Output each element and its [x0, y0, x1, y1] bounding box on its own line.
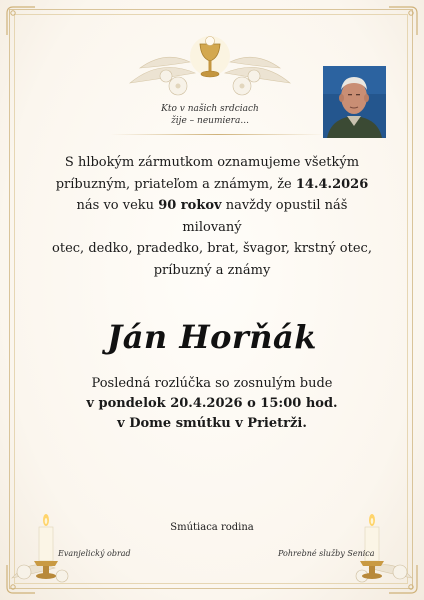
- mourners-signature: Smútiaca rodina: [170, 522, 254, 533]
- candle-icon: [352, 512, 392, 582]
- announcement-line-2: [40, 174, 384, 196]
- announcement-text: [40, 152, 384, 281]
- announcement-line-3: [40, 195, 384, 217]
- farewell-line-1: Posledná rozlúčka so zosnulým bude: [91, 376, 333, 391]
- relations-line-2: príbuzný a známy: [153, 262, 271, 278]
- gold-divider: [110, 134, 325, 135]
- motto-line-2: žije – neumiera...: [171, 116, 249, 126]
- corner-ornament-icon: [385, 5, 419, 39]
- candle-icon: [26, 512, 66, 582]
- deceased-name: Ján Horňák: [107, 318, 317, 356]
- announcement-line-4: milovaný: [182, 219, 242, 235]
- announcement-line-2-text: príbuzným, priateľom a známym, že: [55, 176, 296, 192]
- chalice-icon: [186, 34, 234, 88]
- relations-line-1: otec, dedko, pradedko, brat, švagor, krstný otec,: [52, 241, 372, 256]
- announcement-line-3-post: navždy opustil náš: [221, 198, 348, 213]
- portrait-photo: [323, 66, 386, 138]
- date-of-death: 14.4.2026: [295, 176, 369, 192]
- announcement-line-1: S hlbokým zármutkom oznamujeme všetkým: [64, 155, 360, 170]
- funeral-service-name: Pohrebné služby Senica: [278, 549, 375, 558]
- farewell-details: [40, 374, 384, 434]
- farewell-location: v Dome smútku v Prietrži.: [117, 416, 307, 431]
- motto: [130, 103, 290, 127]
- announcement-line-3-pre: nás vo veku: [76, 198, 159, 213]
- age: 90 rokov: [158, 198, 222, 213]
- motto-line-1: Kto v našich srdciach: [161, 104, 259, 114]
- farewell-date-time: v pondelok 20.4.2026 o 15:00 hod.: [86, 396, 338, 411]
- ceremony-type: Evanjelický obrad: [58, 549, 131, 558]
- corner-ornament-icon: [5, 5, 39, 39]
